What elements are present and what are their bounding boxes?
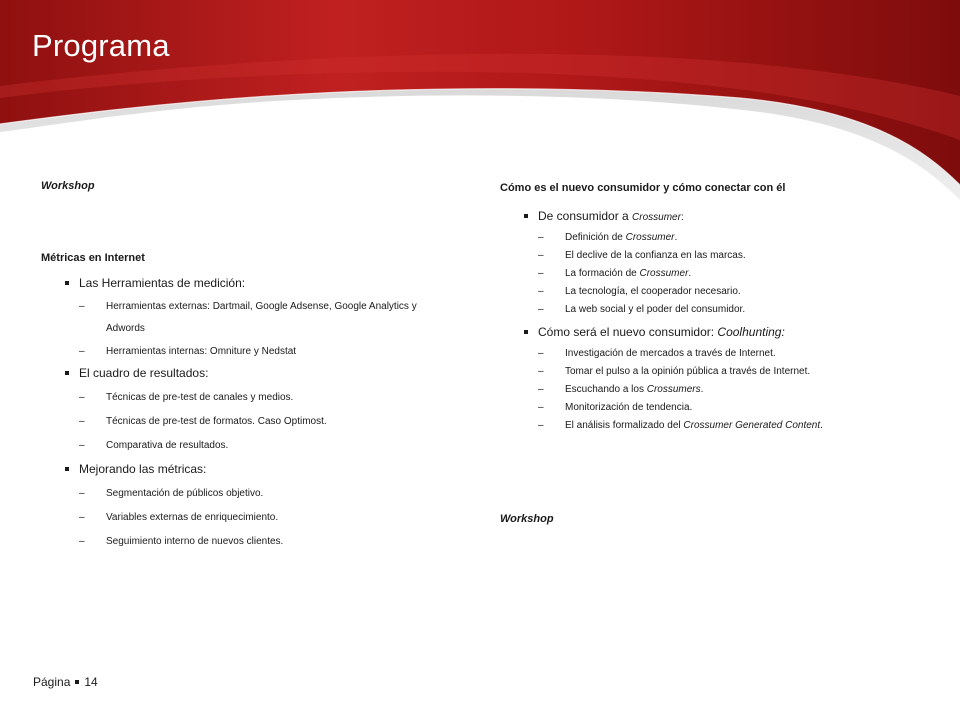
sub-item-analisis: – El análisis formalizado del Crossumer Generated Content. bbox=[538, 420, 823, 431]
workshop-label-left: Workshop bbox=[41, 180, 95, 192]
bullet-square-icon bbox=[65, 467, 69, 471]
sub-item-tecnologia: – La tecnología, el cooperador necesario. bbox=[538, 286, 741, 297]
sub-item-comparativa: – Comparativa de resultados. bbox=[79, 440, 229, 451]
workshop-label-right: Workshop bbox=[500, 513, 554, 525]
section-title-metricas: Métricas en Internet bbox=[41, 252, 145, 264]
sub-item-formacion: – La formación de Crossumer. bbox=[538, 268, 692, 279]
page-label: Página bbox=[33, 675, 71, 689]
bullet-herramientas: Las Herramientas de medición: bbox=[79, 276, 245, 290]
bullet-mejorando-metricas: Mejorando las métricas: bbox=[79, 462, 206, 476]
bullet-nuevo-consumidor: Cómo será el nuevo consumidor: Coolhunting: bbox=[538, 325, 785, 339]
sub-item-escuchando: – Escuchando a los Crossumers. bbox=[538, 384, 704, 395]
bullet-square-icon bbox=[524, 214, 528, 218]
bullet-square-icon bbox=[524, 330, 528, 334]
sub-item-tomar-pulso: – Tomar el pulso a la opinión pública a través de Internet. bbox=[538, 366, 811, 377]
slide-title: Programa bbox=[32, 28, 170, 63]
sub-item-monitorizacion: – Monitorización de tendencia. bbox=[538, 402, 693, 413]
sub-item-definicion: – Definición de Crossumer. bbox=[538, 232, 678, 243]
sub-item-pretest-formatos: – Técnicas de pre-test de formatos. Caso Optimost. bbox=[79, 416, 327, 427]
page-number: 14 bbox=[84, 675, 98, 689]
bullet-square-icon bbox=[65, 281, 69, 285]
bullet-cuadro-resultados: El cuadro de resultados: bbox=[79, 366, 208, 380]
footer-page-indicator bbox=[33, 675, 98, 689]
sub-item-herramientas-internas: – Herramientas internas: Omniture y Nedstat bbox=[79, 346, 297, 357]
sub-item-web-social: – La web social y el poder del consumidor. bbox=[538, 304, 746, 315]
sub-item-segmentacion: – Segmentación de públicos objetivo. bbox=[79, 488, 264, 499]
section-title-consumidor: Cómo es el nuevo consumidor y cómo conectar con él bbox=[500, 182, 786, 194]
bullet-de-consumidor: De consumidor a Crossumer: bbox=[538, 209, 684, 223]
sub-item-pretest-canales: – Técnicas de pre-test de canales y medios. bbox=[79, 392, 294, 403]
sub-item-investigacion: – Investigación de mercados a través de Internet. bbox=[538, 348, 776, 359]
sub-item-declive: – El declive de la confianza en las marcas. bbox=[538, 250, 746, 261]
separator-square-icon bbox=[75, 680, 79, 684]
sub-item-variables-externas: – Variables externas de enriquecimiento. bbox=[79, 512, 279, 523]
bullet-square-icon bbox=[65, 371, 69, 375]
sub-item-seguimiento: – Seguimiento interno de nuevos clientes. bbox=[79, 536, 284, 547]
sub-item-herramientas-externas: – Herramientas externas: Dartmail, Google Adsense, Google Analytics y Adwords bbox=[79, 301, 417, 334]
